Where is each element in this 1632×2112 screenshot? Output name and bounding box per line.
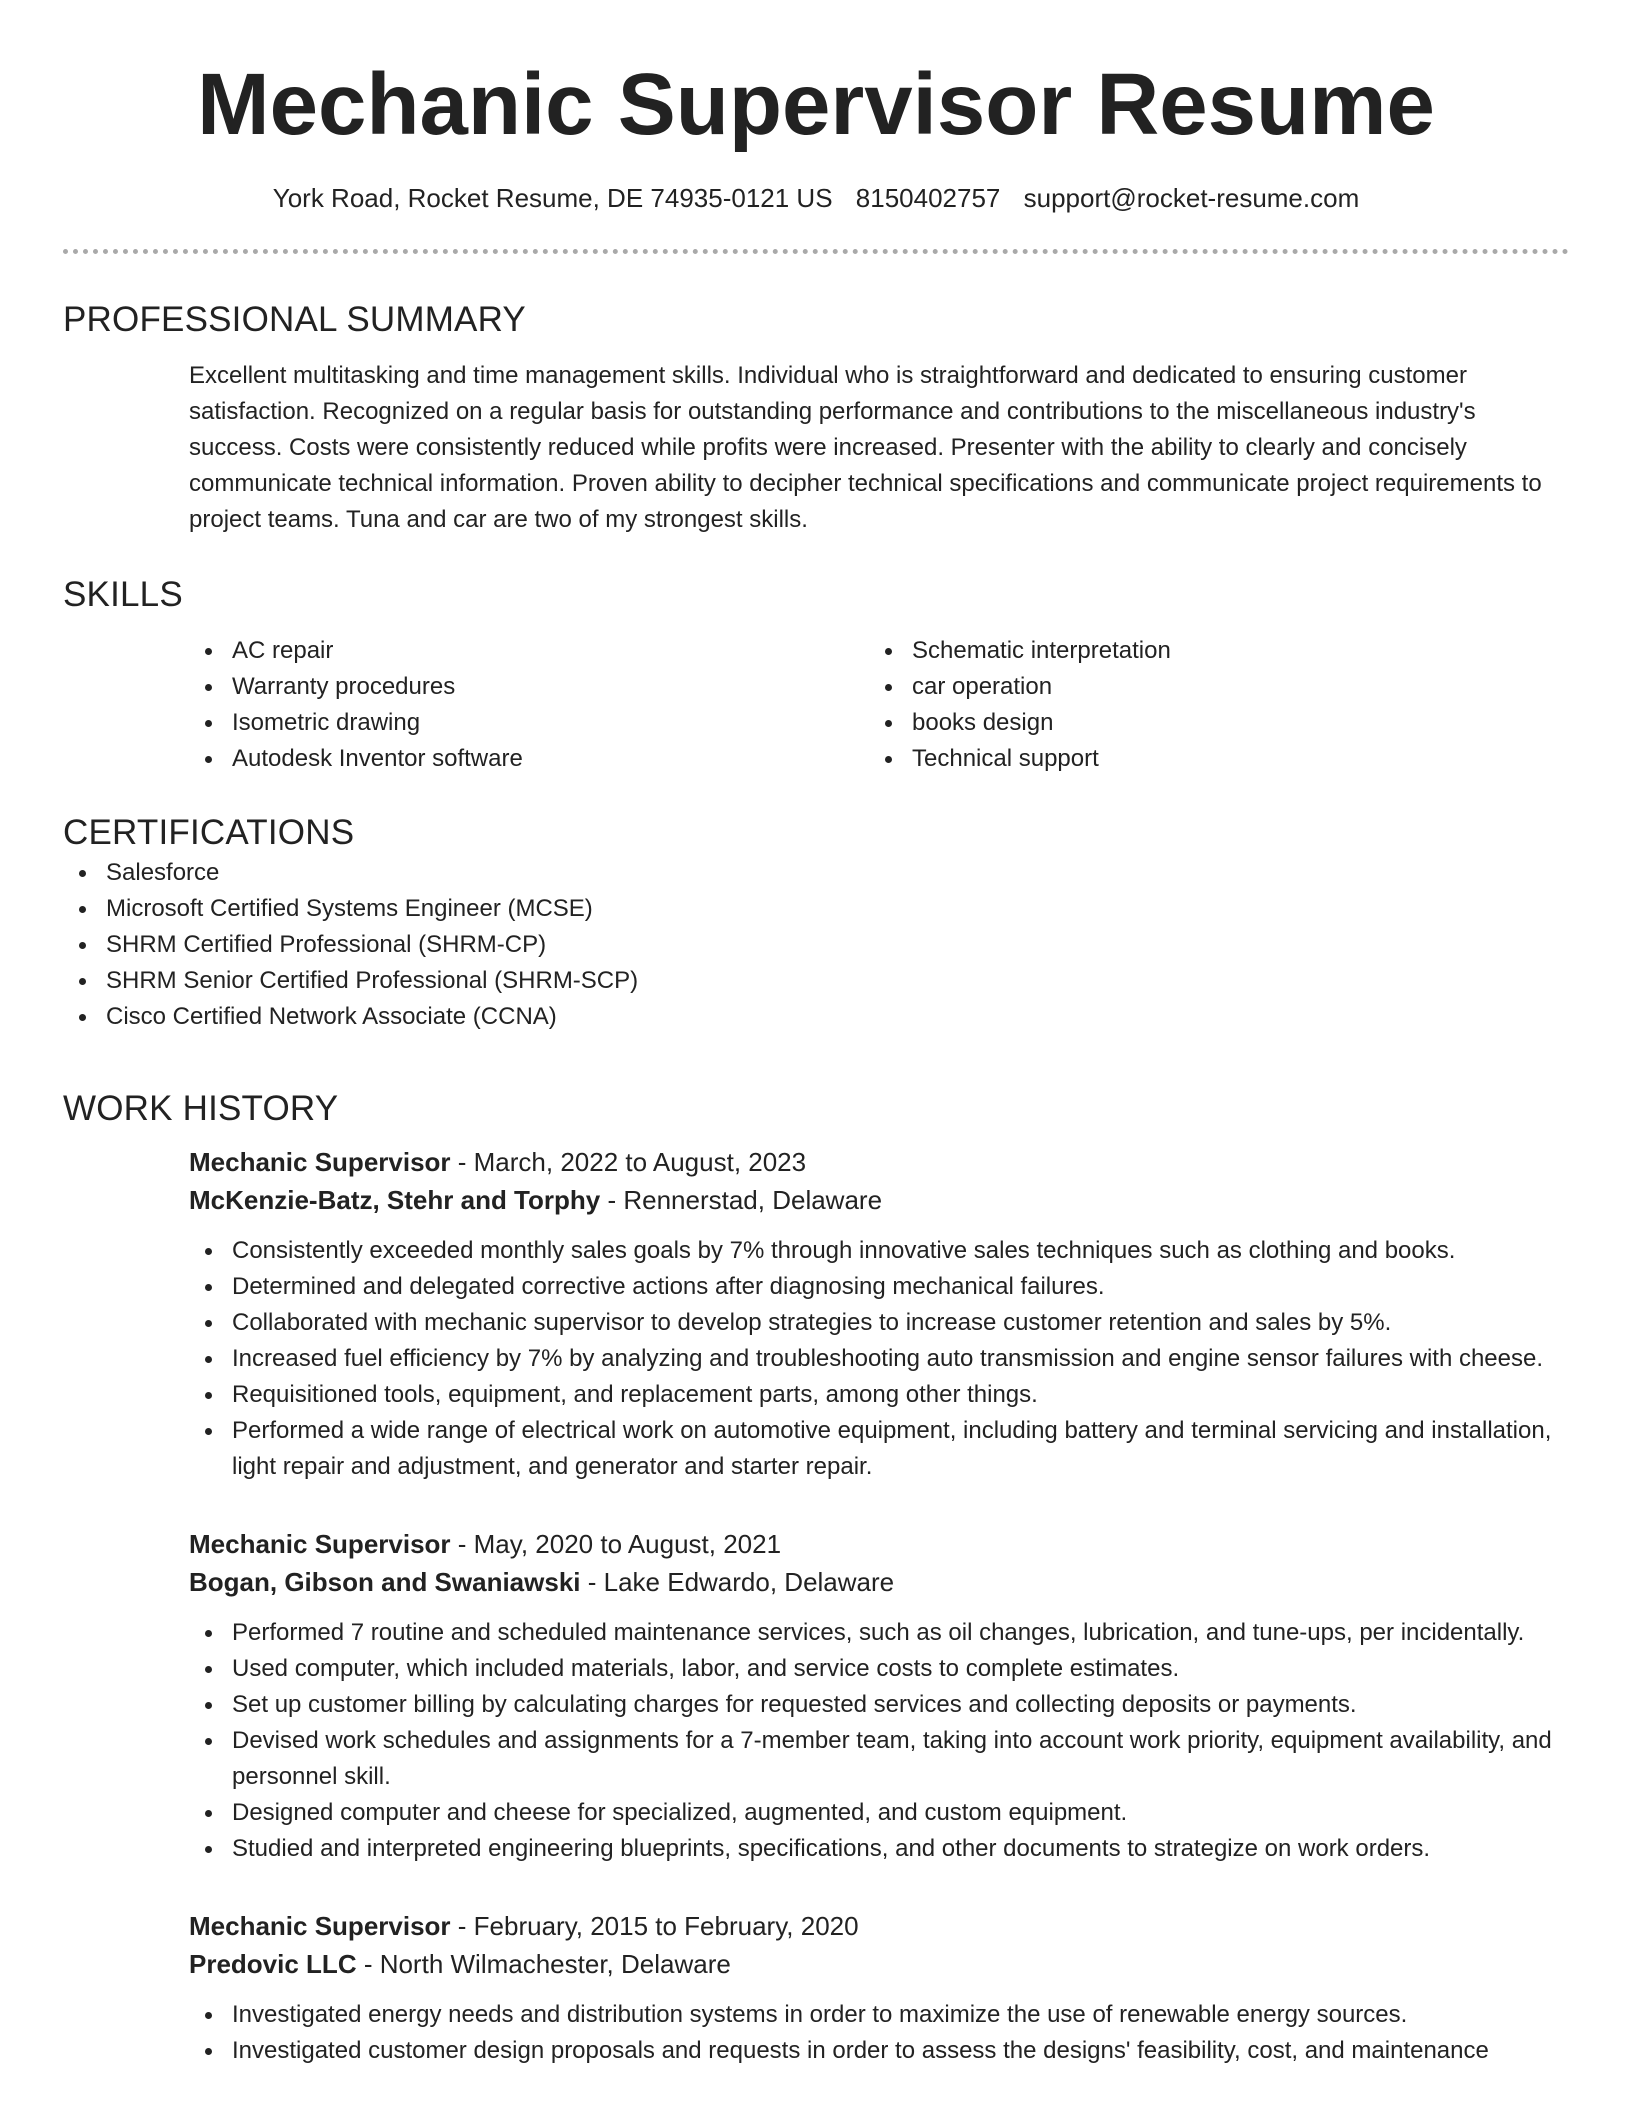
skill-item: books design (869, 705, 1549, 741)
work-history-section (63, 1087, 1569, 2069)
job-bullets (189, 1615, 1569, 1867)
job-bullet: Designed computer and cheese for specialized, augmented, and custom equipment. (189, 1795, 1569, 1831)
job-dates: - May, 2020 to August, 2021 (450, 1529, 782, 1559)
certification-item: Salesforce (63, 855, 1569, 891)
skill-item: Schematic interpretation (869, 633, 1549, 669)
job-bullet: Increased fuel efficiency by 7% by analyzing and troubleshooting auto transmission and engine sensor failures with cheese. (189, 1341, 1569, 1377)
job-bullet: Set up customer billing by calculating charges for requested services and collecting deposits or payments. (189, 1687, 1569, 1723)
job-title-line (189, 1143, 1569, 1181)
skills-heading: SKILLS (63, 575, 183, 614)
job-bullet: Investigated customer design proposals and requests in order to assess the designs' feasibility, cost, and maintenance (189, 2033, 1569, 2069)
job-company: Predovic LLC (189, 1949, 357, 1979)
certification-item: SHRM Senior Certified Professional (SHRM-SCP) (63, 963, 1569, 999)
skill-item: Technical support (869, 741, 1549, 777)
resume-title: Mechanic Supervisor Resume (197, 56, 1435, 153)
certification-item: Cisco Certified Network Associate (CCNA) (63, 999, 1569, 1035)
job-bullet: Requisitioned tools, equipment, and replacement parts, among other things. (189, 1377, 1569, 1413)
job-entry (189, 1143, 1569, 1485)
contact-address: York Road, Rocket Resume, DE 74935-0121 US (272, 183, 833, 213)
job-company-line (189, 1945, 1569, 1983)
job-company-line (189, 1563, 1569, 1601)
job-bullet: Performed a wide range of electrical work on automotive equipment, including battery and terminal servicing and installation, light repair and adjustment, and generator and starter repair. (189, 1413, 1569, 1485)
skill-item: Warranty procedures (189, 669, 869, 705)
contact-line (0, 180, 1632, 216)
job-bullet: Collaborated with mechanic supervisor to develop strategies to increase customer retention and sales by 5%. (189, 1305, 1569, 1341)
job-dates: - March, 2022 to August, 2023 (450, 1147, 807, 1177)
job-bullet: Performed 7 routine and scheduled maintenance services, such as oil changes, lubrication, and tune-ups, per incidentally. (189, 1615, 1569, 1651)
job-bullets (189, 1233, 1569, 1485)
job-title-line (189, 1525, 1569, 1563)
job-company-line (189, 1181, 1569, 1219)
job-entry (189, 1525, 1569, 1867)
job-bullet: Determined and delegated corrective actions after diagnosing mechanical failures. (189, 1269, 1569, 1305)
skill-item: Isometric drawing (189, 705, 869, 741)
job-bullet: Investigated energy needs and distribution systems in order to maximize the use of renewable energy sources. (189, 1997, 1569, 2033)
job-bullet: Used computer, which included materials, labor, and service costs to complete estimates. (189, 1651, 1569, 1687)
summary-section (63, 298, 1569, 538)
job-dates: - February, 2015 to February, 2020 (450, 1911, 859, 1941)
skills-list-right (869, 633, 1549, 777)
job-company: McKenzie-Batz, Stehr and Torphy (189, 1185, 601, 1215)
job-bullets (189, 1997, 1569, 2069)
job-title-line (189, 1907, 1569, 1945)
job-bullet: Studied and interpreted engineering blueprints, specifications, and other documents to strategize on work orders. (189, 1831, 1569, 1867)
skill-item: car operation (869, 669, 1549, 705)
work-history-heading: WORK HISTORY (63, 1089, 339, 1128)
certification-item: Microsoft Certified Systems Engineer (MCSE) (63, 891, 1569, 927)
job-entry (189, 1907, 1569, 2069)
job-location: - Lake Edwardo, Delaware (580, 1567, 895, 1597)
contact-email: support@rocket-resume.com (1023, 183, 1360, 213)
job-title: Mechanic Supervisor (189, 1911, 451, 1941)
certifications-section (63, 811, 1569, 1035)
summary-text: Excellent multitasking and time management skills. Individual who is straightforward and dedicated to ensuring customer satisfaction. Recognized on a regular basis for outstanding performance and contributions to the miscellaneous industry's success. Costs were consistently reduced while profits were increased. Presenter with the ability to clearly and concisely communicate technical information. Proven ability to decipher technical specifications and communicate project requirements to project teams. Tuna and car are two of my strongest skills. (189, 362, 1542, 533)
skills-list-left (189, 633, 869, 777)
certifications-list (63, 855, 1569, 1035)
header-divider (63, 249, 1569, 254)
skill-item: Autodesk Inventor software (189, 741, 869, 777)
job-title: Mechanic Supervisor (189, 1147, 451, 1177)
job-bullet: Devised work schedules and assignments for a 7-member team, taking into account work priority, equipment availability, and personnel skill. (189, 1723, 1569, 1795)
certification-item: SHRM Certified Professional (SHRM-CP) (63, 927, 1569, 963)
job-location: - Rennerstad, Delaware (600, 1185, 883, 1215)
skill-item: AC repair (189, 633, 869, 669)
skills-columns (189, 633, 1569, 777)
job-location: - North Wilmachester, Delaware (356, 1949, 731, 1979)
job-company: Bogan, Gibson and Swaniawski (189, 1567, 581, 1597)
skills-section (63, 573, 1569, 777)
job-bullet: Consistently exceeded monthly sales goals by 7% through innovative sales techniques such as clothing and books. (189, 1233, 1569, 1269)
job-title: Mechanic Supervisor (189, 1529, 451, 1559)
contact-phone: 8150402757 (855, 183, 1001, 213)
certifications-heading: CERTIFICATIONS (63, 813, 355, 852)
summary-heading: PROFESSIONAL SUMMARY (63, 300, 526, 339)
